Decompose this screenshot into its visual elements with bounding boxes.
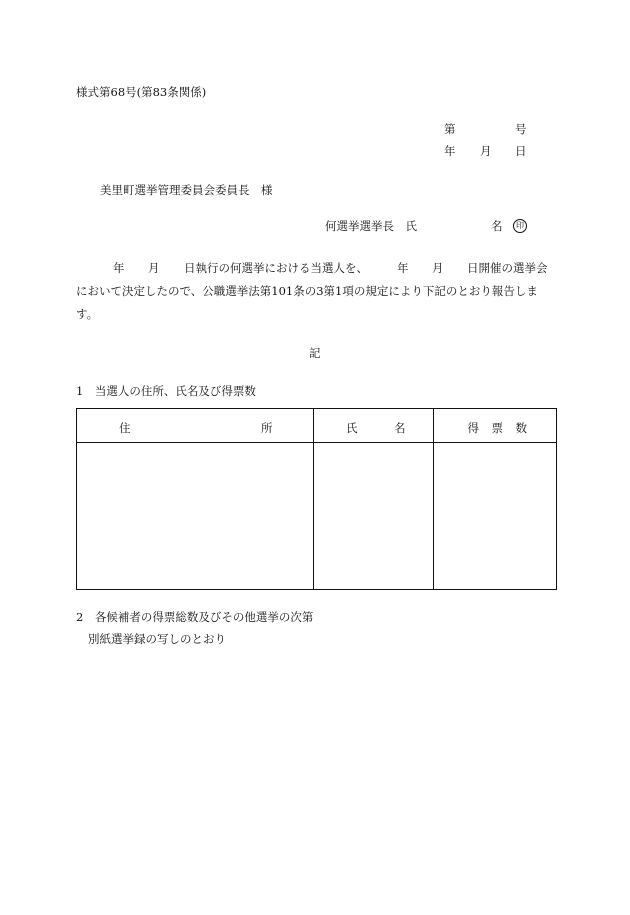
body-year-1: 年 xyxy=(113,261,125,275)
cell-votes xyxy=(434,443,557,590)
section-1-title: 1 当選人の住所、氏名及び得票数 xyxy=(76,384,256,398)
date-year: 年 xyxy=(444,144,456,158)
cell-address xyxy=(77,443,314,590)
ref-dai: 第 xyxy=(444,122,456,136)
sender-mei: 名 xyxy=(491,219,503,233)
body-month-1: 月 xyxy=(148,261,160,275)
body-line-3: す。 xyxy=(76,307,99,321)
header-name-char-2: 名 xyxy=(394,421,406,435)
ki-heading: 記 xyxy=(309,346,321,360)
header-votes-char-3: 数 xyxy=(515,421,527,435)
header-name-char-1: 氏 xyxy=(346,421,358,435)
body-text-2: 日開催の選挙会 xyxy=(467,261,548,275)
section-2-title: 2 各候補者の得票総数及びその他選挙の次第 xyxy=(76,610,314,624)
header-votes-char-1: 得 xyxy=(467,421,479,435)
cell-name xyxy=(314,443,434,590)
form-number: 様式第68号(第83条関係) xyxy=(76,85,207,99)
section-2-note: 別紙選挙録の写しのとおり xyxy=(88,632,226,646)
body-line-2: において決定したので、公職選挙法第101条の3第1項の規定により下記のとおり報告しま xyxy=(76,284,538,298)
date-day: 日 xyxy=(515,144,527,158)
ref-gou: 号 xyxy=(515,122,527,136)
header-name xyxy=(314,409,434,443)
table-header-row xyxy=(77,409,557,443)
header-votes xyxy=(434,409,557,443)
date-month: 月 xyxy=(480,144,492,158)
body-year-2: 年 xyxy=(397,261,409,275)
seal-mark: 印 xyxy=(513,219,527,233)
winner-table xyxy=(76,408,557,590)
body-month-2: 月 xyxy=(432,261,444,275)
table-row xyxy=(77,443,557,590)
sender-title: 何選挙選挙長 氏 xyxy=(325,219,417,233)
header-votes-char-2: 票 xyxy=(491,421,503,435)
header-address-char-2: 所 xyxy=(261,421,273,435)
header-address xyxy=(77,409,314,443)
body-text-1: 日執行の何選挙における当選人を、 xyxy=(184,261,368,275)
header-address-char-1: 住 xyxy=(119,421,131,435)
addressee: 美里町選挙管理委員会委員長 様 xyxy=(100,183,273,197)
